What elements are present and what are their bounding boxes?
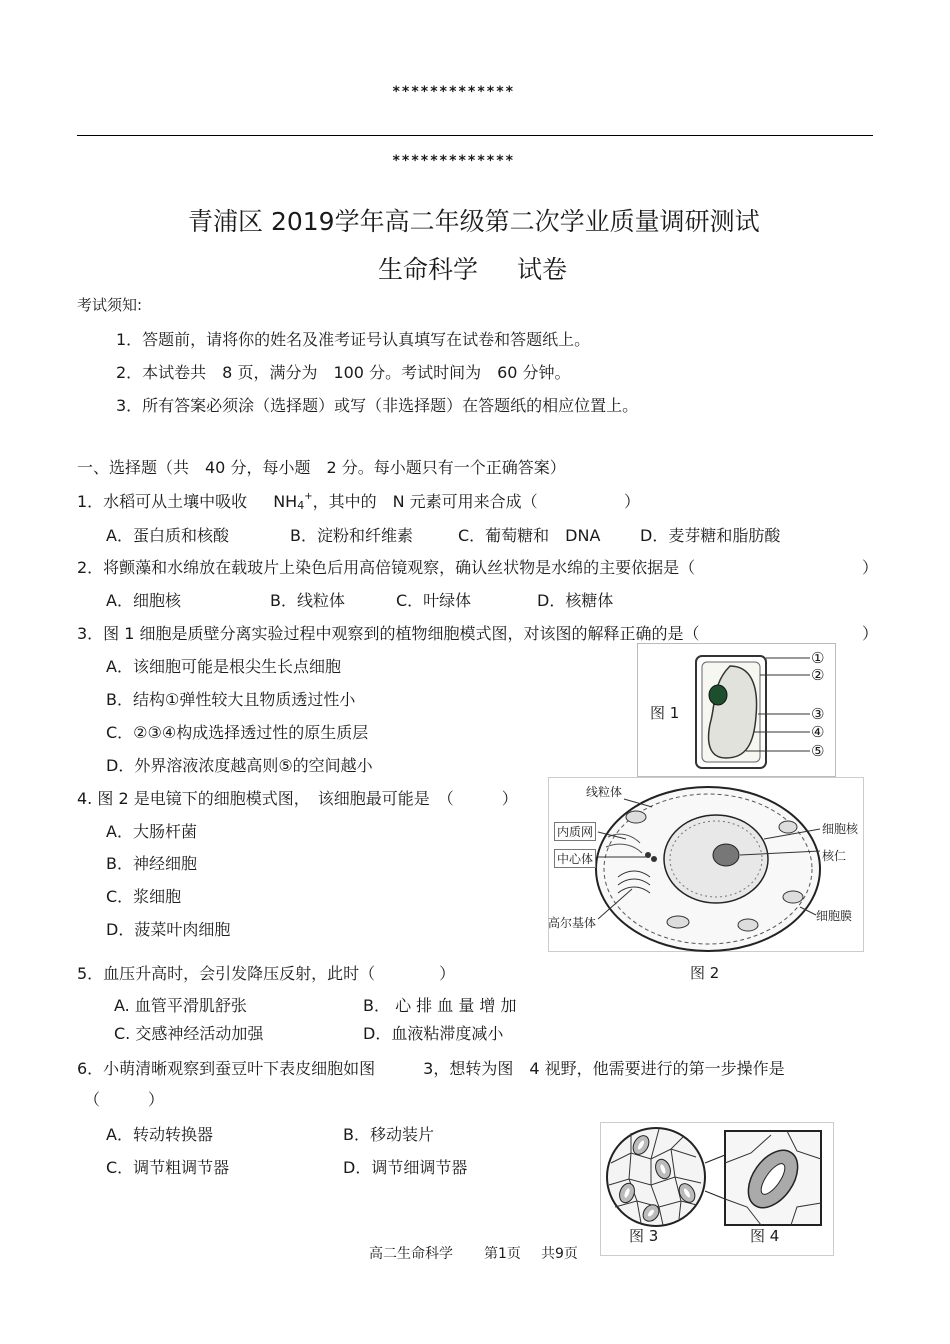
q1-option-c: C．葡萄糖和 DNA [458, 526, 601, 545]
q1-paren-close: ） [624, 492, 641, 511]
q6-stem: 6．小萌清晰观察到蚕豆叶下表皮细胞如图 3，想转为图 4 视野，他需要进行的第一步操作是 [77, 1059, 785, 1078]
q1-option-d: D．麦芽糖和脂肪酸 [640, 526, 781, 545]
figure-2-label-mitochondria: 线粒体 [586, 785, 623, 799]
exam-subject: 生命科学 [378, 255, 479, 284]
footer-total: 共9页 [541, 1246, 578, 1262]
notice-item: 1．答题前，请将你的姓名及准考证号认真填写在试卷和答题纸上。 [116, 330, 591, 349]
q1-stem-a: 1．水稻可从土壤中吸收 [77, 492, 248, 511]
figure-2-label-nucleus: 细胞核 [822, 822, 859, 836]
q5-stem: 5．血压升高时，会引发降压反射，此时（ ） [77, 964, 456, 983]
notice-item: 3．所有答案必须涂（选择题）或写（非选择题）在答题纸的相应位置上。 [116, 396, 639, 415]
figure-2-label-golgi: 高尔基体 [548, 916, 597, 930]
q3-option-d: D．外界溶液浓度越高则⑤的空间越小 [106, 756, 373, 775]
q3-paren-close: ） [862, 624, 879, 643]
q3-option-c: C．②③④构成选择透过性的原生质层 [106, 723, 369, 742]
footer-course: 高二生命科学 [369, 1246, 453, 1262]
q5-option-c: C. 交感神经活动加强 [114, 1024, 264, 1043]
q2-option-c: C．叶绿体 [396, 591, 472, 610]
notice-heading: 考试须知: [77, 296, 143, 314]
figure-1 [637, 643, 836, 777]
q2-stem: 2．将颤藻和水绵放在载玻片上染色后用高倍镜观察，确认丝状物是水绵的主要依据是（ [77, 558, 696, 577]
figure-1-caption: 图 1 [650, 704, 680, 722]
figure-4-caption: 图 4 [750, 1227, 780, 1245]
q2-paren-close: ） [862, 558, 879, 577]
q6-option-a: A．转动转换器 [106, 1125, 213, 1144]
q1-formula-sup: + [304, 491, 313, 502]
q4-option-c: C．浆细胞 [106, 887, 182, 906]
q2-option-d: D．核糖体 [537, 591, 614, 610]
figure-2 [548, 777, 864, 952]
q1-formula-sub: 4 [297, 499, 305, 512]
header-rule [77, 135, 873, 136]
footer-page: 第1页 [484, 1246, 521, 1262]
q6-answer-paren: （ ） [84, 1090, 165, 1109]
q6-option-d: D．调节细调节器 [343, 1158, 468, 1177]
q3-stem: 3．图 1 细胞是质壁分离实验过程中观察到的植物细胞模式图，对该图的解释正确的是（ [77, 624, 700, 643]
figure-3-caption: 图 3 [629, 1227, 659, 1245]
exam-title: 青浦区 2019学年高二年级第二次学业质量调研测试 [188, 207, 760, 236]
q3-option-b: B．结构①弹性较大且物质透过性小 [106, 690, 356, 709]
figure-1-marker: ② [811, 666, 825, 684]
figure-1-marker: ③ [811, 705, 825, 723]
q4-option-a: A．大肠杆菌 [106, 822, 197, 841]
figure-1-marker: ① [811, 649, 825, 667]
figure-2-label-membrane: 细胞膜 [816, 909, 853, 923]
plant-cell-illustration [638, 644, 835, 776]
q5-option-a: A. 血管平滑肌舒张 [114, 996, 247, 1015]
q2-option-b: B．线粒体 [270, 591, 345, 610]
q2-option-a: A．细胞核 [106, 591, 181, 610]
q1-option-a: A．蛋白质和核酸 [106, 526, 229, 545]
q1-stem-c: ，其中的 N 元素可用来合成（ [312, 492, 538, 511]
q5-option-b: B． 心 排 血 量 增 加 [363, 996, 517, 1015]
header-stars-bottom: ************* [392, 153, 515, 169]
q1-formula: NH [273, 492, 298, 511]
q6-option-b: B．移动装片 [343, 1125, 434, 1144]
section-heading: 一、选择题（共 40 分，每小题 2 分。每小题只有一个正确答案） [77, 458, 566, 477]
q5-option-d: D．血液粘滞度减小 [363, 1024, 504, 1043]
q1-stem [77, 489, 538, 512]
notice-item: 2．本试卷共 8 页，满分为 100 分。考试时间为 60 分钟。 [116, 363, 571, 382]
figure-2-label-er: 内质网 [554, 822, 596, 841]
figure-2-caption: 图 2 [690, 964, 720, 982]
q1-option-b: B．淀粉和纤维素 [290, 526, 413, 545]
figures-3-4 [600, 1122, 834, 1256]
figure-1-marker: ④ [811, 723, 825, 741]
q3-option-a: A．该细胞可能是根尖生长点细胞 [106, 657, 341, 676]
q6-option-c: C．调节粗调节器 [106, 1158, 230, 1177]
q4-option-d: D．菠菜叶肉细胞 [106, 920, 231, 939]
q4-option-b: B．神经细胞 [106, 854, 197, 873]
figure-1-marker: ⑤ [811, 742, 825, 760]
exam-paper-label: 试卷 [517, 255, 568, 284]
header-stars-top: ************* [392, 84, 515, 100]
figure-2-label-centrosome: 中心体 [554, 849, 596, 868]
q4-stem: 4. 图 2 是电镜下的细胞模式图， 该细胞最可能是 （ ） [77, 789, 518, 808]
figure-2-label-nucleolus: 核仁 [822, 849, 847, 863]
